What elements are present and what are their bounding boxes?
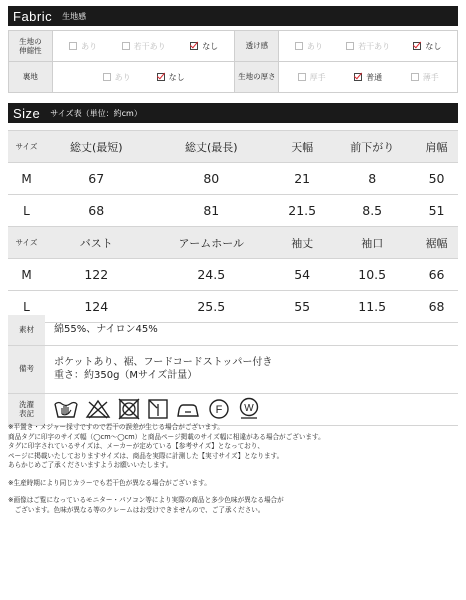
- size-value: 8.5: [329, 195, 415, 227]
- size-value: 81: [148, 195, 276, 227]
- option-thin: 薄手: [411, 72, 439, 83]
- remarks-label: 備考: [8, 345, 45, 393]
- fabric-label-stretch: 生地の 伸縮性: [9, 31, 53, 62]
- checked-checkbox-icon: [413, 42, 421, 50]
- iron-low-icon: [175, 398, 201, 420]
- material-label: 素材: [8, 315, 45, 345]
- care-label: 洗濯 表記: [8, 393, 45, 425]
- info-table: [8, 315, 458, 426]
- note-line: あらかじめご了承くださいますようお願いいたします。: [8, 461, 173, 470]
- size-value: 54: [275, 259, 329, 291]
- fabric-row-2: [9, 62, 458, 93]
- size-col-header: 袖口: [329, 227, 415, 259]
- size-col-header: 前下がり: [329, 131, 415, 163]
- option-stretch-slight: 若干あり: [122, 41, 166, 52]
- size-value: 80: [148, 163, 276, 195]
- size-row: [8, 195, 458, 227]
- note-line: ページに掲載いたしておりますサイズは、商品を実際に計測した【実寸サイズ】となります。: [8, 451, 284, 460]
- size-label: M: [8, 259, 45, 291]
- size-col-header: 裾幅: [415, 227, 458, 259]
- size-value: 66: [415, 259, 458, 291]
- size-table: [8, 130, 458, 323]
- remarks-text: [45, 345, 458, 393]
- size-header-label: サイズ: [8, 227, 45, 259]
- size-col-header: 天幅: [275, 131, 329, 163]
- checkbox-icon: [103, 73, 111, 81]
- remarks-line: ポケットあり、裾、フードコードストッパー付き: [54, 356, 273, 368]
- size-value: 50: [415, 163, 458, 195]
- option-thick: 厚手: [298, 72, 326, 83]
- hand-wash-icon: [53, 398, 79, 420]
- size-value: 21.5: [275, 195, 329, 227]
- size-label: L: [8, 195, 45, 227]
- fabric-options-sheer: [279, 31, 458, 62]
- size-col-header: 総丈(最短): [45, 131, 148, 163]
- option-sheer-yes: あり: [295, 41, 323, 52]
- option-sheer-slight: 若干あり: [346, 41, 390, 52]
- fabric-section-header: [8, 6, 458, 26]
- size-label: M: [8, 163, 45, 195]
- size-value: 55: [275, 291, 329, 323]
- line-dry-shade-icon: [147, 398, 169, 420]
- dry-clean-f-icon: [207, 398, 231, 420]
- option-sheer-no: なし: [413, 41, 441, 52]
- size-value: 67: [45, 163, 148, 195]
- size-col-header: 総丈(最長): [148, 131, 276, 163]
- size-value: 8: [329, 163, 415, 195]
- size-header-label: サイズ: [8, 131, 45, 163]
- checkbox-icon: [298, 73, 306, 81]
- care-row: [8, 393, 458, 425]
- size-col-header: アームホール: [148, 227, 276, 259]
- care-icons-cell: [45, 393, 458, 425]
- fabric-title-en: Fabric: [13, 8, 53, 24]
- remarks-line: 重さ：約350g（Mサイズ計量）: [54, 370, 198, 381]
- option-lining-no: なし: [157, 72, 185, 83]
- size-row: [8, 259, 458, 291]
- remarks-row: [8, 345, 458, 393]
- fabric-options-thickness: [279, 62, 458, 93]
- wet-clean-w-icon: [237, 397, 261, 421]
- size-value: 25.5: [148, 291, 276, 323]
- fabric-row-1: [9, 31, 458, 62]
- note-line: ※平置き・メジャー採寸ですので若干の誤差が生じる場合がございます。: [8, 423, 224, 431]
- option-stretch-no: なし: [190, 41, 218, 52]
- checkbox-icon: [295, 42, 303, 50]
- wet-clean-letter: W: [244, 403, 254, 414]
- option-lining-yes: あり: [103, 72, 131, 83]
- fabric-table: [8, 30, 458, 93]
- size-header-row-1: [8, 131, 458, 163]
- note-line: 商品タグに印字のサイズ幅（◯cm〜◯cm）と商品ページ掲載のサイズ幅に相違がある場合がございます。: [8, 432, 325, 441]
- note-line: タグに印字されているサイズは、メーカーが定めている【参考サイズ】となっており、: [8, 442, 264, 451]
- fabric-label-sheer: 透け感: [235, 31, 279, 62]
- checkbox-icon: [69, 42, 77, 50]
- checked-checkbox-icon: [190, 42, 198, 50]
- note-line: ※生産時期により同じカラーでも若干色が異なる場合がございます。: [8, 478, 211, 487]
- option-stretch-yes: あり: [69, 41, 97, 52]
- size-row: [8, 163, 458, 195]
- size-value: 21: [275, 163, 329, 195]
- size-value: 122: [45, 259, 148, 291]
- size-title-en: Size: [13, 105, 41, 121]
- size-value: 68: [45, 195, 148, 227]
- size-title-ja: サイズ表（単位：約cm）: [50, 108, 142, 118]
- notes-block: [8, 423, 460, 515]
- checked-checkbox-icon: [157, 73, 165, 81]
- checkbox-icon: [122, 42, 130, 50]
- option-normal: 普通: [354, 72, 382, 83]
- note-line: ございます。色味が異なる等のクレームはお受けできませんので、ご了承ください。: [8, 505, 265, 514]
- size-col-header: 袖丈: [275, 227, 329, 259]
- size-value: 10.5: [329, 259, 415, 291]
- size-col-header: バスト: [45, 227, 148, 259]
- fabric-label-thickness: 生地の厚さ: [235, 62, 279, 93]
- material-text: 綿55%、ナイロン45%: [45, 315, 458, 345]
- size-value: 51: [415, 195, 458, 227]
- fabric-label-lining: 裏地: [9, 62, 53, 93]
- size-header-row-2: [8, 227, 458, 259]
- size-section-header: [8, 103, 458, 123]
- fabric-title-ja: 生地感: [62, 11, 87, 21]
- checkbox-icon: [411, 73, 419, 81]
- checked-checkbox-icon: [354, 73, 362, 81]
- size-value: 11.5: [329, 291, 415, 323]
- fabric-options-stretch: [52, 31, 235, 62]
- size-label: L: [8, 291, 45, 323]
- checkbox-icon: [346, 42, 354, 50]
- note-line: ※画像はご覧になっているモニター・パソコン等により実際の商品と多少色味が異なる場合が: [8, 496, 284, 505]
- size-value: 24.5: [148, 259, 276, 291]
- fabric-options-lining: [52, 62, 235, 93]
- size-col-header: 肩幅: [415, 131, 458, 163]
- size-value: 124: [45, 291, 148, 323]
- no-tumble-dry-icon: [117, 398, 141, 420]
- size-value: 68: [415, 291, 458, 323]
- dry-clean-letter: F: [215, 404, 223, 416]
- no-bleach-icon: [85, 398, 111, 420]
- material-row: [8, 315, 458, 345]
